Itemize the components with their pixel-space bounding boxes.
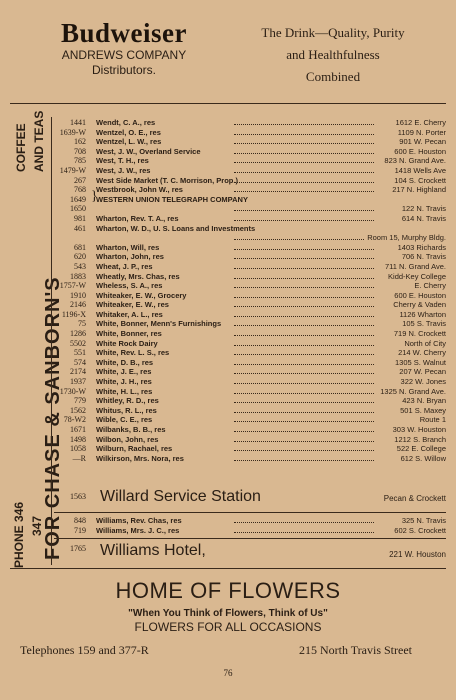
listing-address: 1212 S. Branch: [394, 434, 446, 444]
listing-name: Whiteaker, E. W., res: [96, 300, 169, 310]
list-item: [54, 262, 446, 272]
listing-address: 221 W. Houston: [389, 550, 446, 559]
listing-name: Wendt, C. A., res: [96, 118, 156, 127]
leader-dots: [234, 354, 374, 355]
phone-word: PHONE: [12, 525, 26, 568]
listing-number: 1649: [70, 194, 86, 204]
listing-name: Whitus, R. L., res: [96, 405, 157, 415]
listing-address: 214 W. Cherry: [398, 348, 446, 358]
listing-address: Pecan & Crockett: [383, 494, 446, 503]
list-item: [54, 176, 446, 186]
listing-number: 2174: [70, 367, 86, 377]
listing-address: 823 N. Grand Ave.: [384, 156, 446, 166]
phone-346: 346: [12, 501, 26, 522]
listing-address: 901 W. Pecan: [399, 137, 446, 147]
listing-number: 1883: [70, 271, 86, 281]
listing-number: 681: [74, 242, 86, 252]
listing-name: Williams, Rev. Chas, res: [96, 516, 182, 525]
listing-number: 1671: [70, 425, 86, 434]
flowers-address: 215 North Travis Street: [298, 643, 412, 657]
flowers-telephones: Telephones 159 and 377-R: [20, 643, 149, 657]
list-item: [54, 358, 446, 368]
leader-dots: [234, 249, 374, 250]
listing-name: White, Bonner, Menn's Furnishings: [96, 319, 222, 329]
listing-address: E. Cherry: [414, 281, 446, 291]
list-item: [54, 118, 446, 128]
listing-address: Cherry & Vaden: [393, 300, 446, 310]
leader-dots: [234, 393, 374, 394]
leader-dots: [234, 460, 374, 461]
leader-dots: [234, 306, 374, 307]
listing-number: —R: [72, 453, 86, 463]
leader-dots: [234, 421, 374, 422]
list-item: [54, 406, 446, 416]
listing-name: Wheless, S. A., res: [96, 281, 163, 291]
listing-name: Wilburn, Rachael, res: [96, 444, 173, 454]
slogan: [244, 22, 422, 88]
list-item: [54, 243, 446, 253]
list-item: [54, 367, 446, 377]
leader-dots: [234, 373, 374, 374]
leader-dots: [234, 268, 374, 269]
listing-name: Wharton, Rev. T. A., res: [96, 213, 179, 223]
listing-address: 711 N. Grand Ave.: [384, 261, 446, 271]
listing-address: 122 N. Travis: [401, 204, 446, 214]
listing-address: 423 N. Bryan: [402, 396, 446, 406]
leader-dots: [234, 297, 374, 298]
leader-dots: [234, 182, 374, 183]
big-listing-williams-hotel: [54, 542, 446, 562]
listing-name: Williams, Mrs. J. C., res: [96, 525, 180, 535]
listing-number: 267: [74, 175, 86, 185]
listing-address: 1325 N. Grand Ave.: [380, 386, 446, 396]
listing-name: Wheatly, Mrs. Chas, res: [96, 271, 180, 281]
listing-name: White, J. E., res: [96, 367, 152, 377]
listing-number: 981: [74, 213, 86, 223]
flowers-title: HOME OF FLOWERS: [115, 578, 341, 603]
list-item: [54, 348, 446, 358]
listing-address: 1109 N. Porter: [397, 127, 446, 137]
listing-name: WESTERN UNION TELEGRAPH COMPANY: [96, 194, 248, 204]
leader-dots: [234, 441, 374, 442]
leader-dots: [234, 210, 374, 211]
listing-number: 1639-W: [59, 127, 86, 137]
slogan-line-1: The Drink—Quality, Purity: [261, 25, 405, 40]
listing-name: Wible, C. E., res: [96, 415, 153, 425]
listing-number: 708: [74, 146, 86, 156]
listing-address: 600 E. Houston: [394, 146, 446, 156]
listing-number: 719: [74, 525, 86, 535]
list-item: [54, 291, 446, 301]
listing-name: Wharton, John, res: [96, 252, 164, 262]
list-item: [54, 425, 446, 435]
list-item: [54, 281, 446, 291]
listing-name: West Side Market (T. C. Morrison, Prop.): [96, 175, 238, 185]
list-item: [54, 387, 446, 397]
listing-address: Route 1: [419, 415, 446, 425]
leader-dots: [234, 532, 374, 533]
listing-number: 574: [74, 357, 86, 367]
listing-number: 785: [74, 156, 86, 166]
listing-address: North of City: [404, 338, 446, 348]
list-item: [54, 435, 446, 445]
listing-address: Room 15, Murphy Bldg.: [367, 233, 446, 243]
leader-dots: [234, 124, 374, 125]
listing-address: 325 N. Travis: [401, 516, 446, 525]
flowers-occasions: FLOWERS FOR ALL OCCASIONS: [134, 620, 322, 634]
listing-number: 5502: [70, 338, 86, 348]
leader-dots: [234, 383, 374, 384]
leader-dots: [234, 278, 374, 279]
listing-number: 1196-X: [61, 309, 86, 319]
list-item: [54, 166, 446, 176]
leader-dots: [234, 134, 374, 135]
listing-number: 461: [74, 223, 86, 233]
budweiser-ad: [38, 18, 210, 78]
listing-number: 1765: [70, 544, 86, 553]
listing-address: 303 W. Houston: [392, 425, 446, 434]
list-item: [54, 214, 446, 224]
listing-name: Wilbanks, B. B., res: [96, 425, 166, 434]
listing-number: 551: [74, 348, 86, 358]
listing-divider: [54, 538, 446, 539]
listing-name: West, T. H., res: [96, 156, 149, 166]
leader-dots: [234, 522, 374, 523]
listing-number: 768: [74, 185, 86, 195]
leader-dots: [234, 316, 374, 317]
slogan-line-2: and Healthfulness: [286, 47, 380, 62]
list-item: [54, 224, 446, 234]
list-item: [54, 252, 446, 262]
list-item: [54, 272, 446, 282]
distributor-name: ANDREWS COMPANY: [61, 48, 187, 62]
listing-address: Kidd-Key College: [388, 271, 446, 281]
listing-number: 620: [74, 252, 86, 262]
listing-address: 1418 Wells Ave: [394, 165, 446, 175]
listing-number: 1562: [70, 405, 86, 415]
leader-dots: [234, 325, 374, 326]
side-ad-title: FOR CHASE & SANBORN'S: [42, 276, 64, 560]
listing-address: 602 S. Crockett: [394, 525, 446, 535]
listing-divider: [54, 512, 446, 513]
footer-divider: [10, 568, 446, 569]
listing-address: 706 N. Travis: [401, 252, 446, 262]
list-item: [54, 339, 446, 349]
leader-dots: [234, 335, 374, 336]
listing-name: Westbrook, John W., res: [96, 185, 183, 195]
flowers-quote: "When You Think of Flowers, Think of Us": [128, 608, 328, 619]
list-item: [54, 310, 446, 320]
listing-name: Wentzel, O. E., res: [96, 127, 161, 137]
listing-name: West, J. W., Overland Service: [96, 146, 201, 156]
leader-dots: [234, 153, 374, 154]
distributor-role: Distributors.: [91, 63, 156, 77]
listing-name: Whitaker, A. L., res: [96, 309, 163, 319]
listing-address: 1305 S. Walnut: [394, 357, 446, 367]
listing-name: Wheat, J. P., res: [96, 261, 153, 271]
leader-dots: [234, 162, 374, 163]
listing-name: West, J. W., res: [96, 165, 151, 175]
brand-name: Budweiser: [61, 18, 187, 48]
listing-name: White, Bonner, res: [96, 329, 162, 339]
leader-dots: [234, 450, 374, 451]
listing-number: 779: [74, 396, 86, 406]
leader-dots: [234, 287, 374, 288]
listing-address: 1126 Wharton: [399, 309, 446, 319]
listing-name: Whitley, R. D., res: [96, 396, 159, 406]
coffee-label: COFFEE: [14, 123, 28, 172]
listing-name: Wentzel, L. W., res: [96, 137, 162, 147]
listing-address: 501 S. Maxey: [400, 405, 446, 415]
side-divider: [51, 117, 52, 565]
big-listing-willard: [54, 488, 446, 508]
listing-address: 612 S. Willow: [400, 453, 446, 463]
listing-number: 78-W2: [63, 415, 86, 425]
leader-dots: [234, 258, 374, 259]
listing-number: 1498: [70, 434, 86, 444]
header-divider: [10, 103, 446, 104]
listing-name: Williams Hotel,: [100, 542, 206, 559]
listing-number: 1058: [70, 444, 86, 454]
list-item: [54, 300, 446, 310]
list-item: [54, 396, 446, 406]
listing-number: 1650: [70, 204, 86, 214]
list-item: [54, 185, 446, 195]
listing-number: 1479-W: [59, 165, 86, 175]
listing-name: Wharton, W. D., U. S. Loans and Investments: [96, 223, 256, 233]
listing-name: Wilbon, John, res: [96, 434, 159, 444]
listing-number: 1910: [70, 290, 86, 300]
leader-dots: [234, 239, 374, 240]
listing-number: 75: [78, 319, 86, 329]
listing-address: 614 N. Travis: [401, 213, 446, 223]
listing-number: 543: [74, 261, 86, 271]
list-item: [54, 516, 446, 526]
listing-address: 522 E. College: [396, 444, 446, 454]
list-item: [54, 329, 446, 339]
listing-address: 207 W. Pecan: [399, 367, 446, 377]
leader-dots: [234, 412, 374, 413]
list-item: [54, 526, 446, 536]
listing-address: 217 N. Highland: [392, 185, 446, 195]
leader-dots: [234, 191, 374, 192]
leader-dots: [234, 220, 374, 221]
slogan-line-3: Combined: [305, 69, 361, 84]
listing-number: 1286: [70, 329, 86, 339]
list-item: [54, 233, 446, 243]
phone-347: 347: [30, 515, 44, 536]
list-item: [54, 377, 446, 387]
leader-dots: [234, 345, 374, 346]
williams-listings: [54, 516, 446, 538]
listing-number: 2146: [70, 300, 86, 310]
listing-name: White, J. H., res: [96, 377, 152, 387]
phone-label: [12, 502, 26, 568]
leader-dots: [234, 431, 374, 432]
page-number: 76: [223, 668, 233, 678]
listing-address: 104 S. Crockett: [394, 175, 446, 185]
leader-dots: [234, 364, 374, 365]
listing-number: 1730-W: [59, 386, 86, 396]
listing-name: White, Rev. L. S., res: [96, 348, 170, 358]
list-item: [54, 156, 446, 166]
listing-name: White, D. B., res: [96, 357, 154, 367]
listing-name: White, H. L., res: [96, 386, 153, 396]
listing-number: 1441: [70, 118, 86, 127]
listing-number: 1563: [70, 492, 86, 501]
listing-address: 105 S. Travis: [402, 319, 446, 329]
leader-dots: [234, 143, 374, 144]
list-item: [54, 204, 446, 214]
listing-address: 1612 E. Cherry: [395, 118, 446, 127]
listing-name: White Rock Dairy: [96, 338, 158, 348]
listing-address: 322 W. Jones: [400, 377, 446, 387]
listing-name: Wilkirson, Mrs. Nora, res: [96, 453, 184, 463]
listing-name: Willard Service Station: [100, 488, 261, 505]
list-item: [54, 444, 446, 454]
list-item: [54, 147, 446, 157]
list-item: [54, 137, 446, 147]
listing-number: 162: [74, 137, 86, 147]
brace-mark: }: [91, 188, 98, 204]
list-item: [54, 128, 446, 138]
list-item: [54, 454, 446, 464]
listing-address: 719 N. Crockett: [393, 329, 446, 339]
leader-dots: [234, 402, 374, 403]
listing-table: [54, 118, 446, 463]
listing-name: Whiteaker, E. W., Grocery: [96, 290, 187, 300]
listing-number: 1757-W: [59, 281, 86, 291]
listing-number: 1937: [70, 377, 86, 387]
leader-dots: [234, 172, 374, 173]
listing-number: 848: [74, 516, 86, 525]
listing-name: Wharton, Will, res: [96, 242, 160, 252]
list-item: [54, 415, 446, 425]
listing-address: 1403 Richards: [397, 242, 446, 252]
listing-address: 600 E. Houston: [394, 290, 446, 300]
list-item: [54, 319, 446, 329]
teas-label: AND TEAS: [32, 110, 46, 172]
